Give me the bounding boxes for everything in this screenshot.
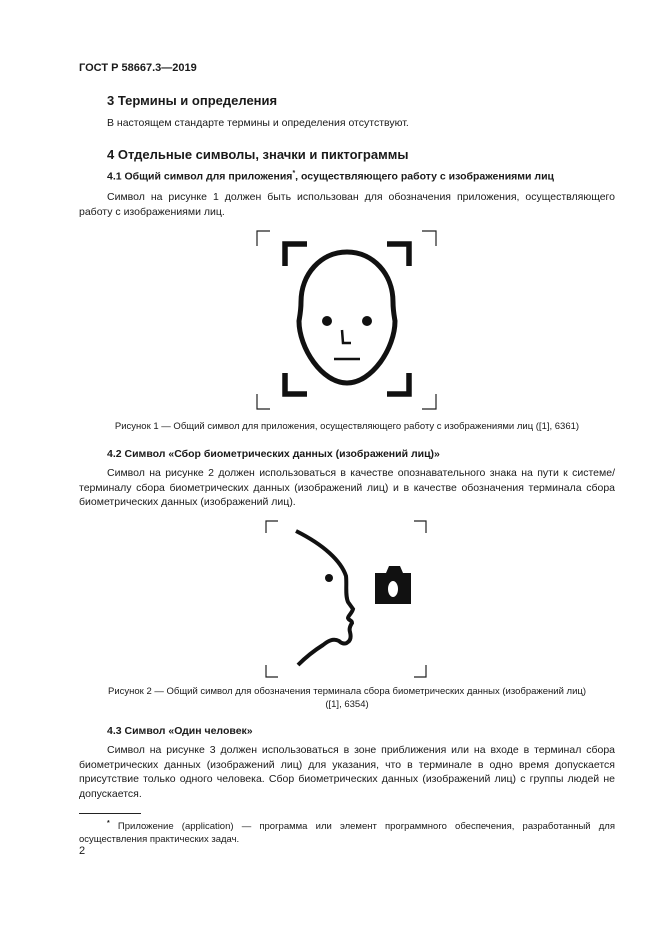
figure-2-caption-line-1: Рисунок 2 — Общий символ для обозначения терминала сбора биометрических данных (изображений лиц) xyxy=(107,686,586,697)
section-4-title: 4 Отдельные символы, значки и пиктограммы xyxy=(107,147,409,162)
section-4-3-text: Символ на рисунке 3 должен использоваться в зоне приближения или на входе в терминал сбора биометрических данных (изображений лиц) для указания, что в терминале в одно время допускается присутствие только одного человека. Сбор биометрических данных (изображений лиц) с группы людей не допускается. xyxy=(79,744,615,800)
footnote-text: Приложение (application) — программа или элемент программного обеспечения, разработанный для осуществления практических задач. xyxy=(79,821,615,846)
section-3-title: 3 Термины и определения xyxy=(107,93,278,108)
section-3-text: В настоящем стандарте термины и определения отсутствуют. xyxy=(107,117,409,129)
figure-2-caption xyxy=(79,685,615,711)
figure-1-face-recognition-icon xyxy=(254,228,440,412)
section-4-2-text: Символ на рисунке 2 должен использоваться в качестве опознавательного знака на пути к системе/терминалу сбора биометрических данных (изображений лиц) и в качестве обозначения терминала сбора биометрических данных (изображений лиц). xyxy=(79,467,615,508)
figure-2-caption-line-2: ([1], 6354) xyxy=(325,699,369,710)
section-4-1-text: Символ на рисунке 1 должен быть использован для обозначения приложения, осуществляющего работу с изображениями лиц. xyxy=(79,191,615,218)
footnote xyxy=(79,817,615,846)
footnote-separator xyxy=(79,813,141,814)
figure-1-caption: Рисунок 1 — Общий символ для приложения, осуществляющего работу с изображениями лиц ([1], 6361) xyxy=(114,421,580,432)
section-4-1-title-text: 4.1 Общий символ для приложения xyxy=(107,170,293,183)
page-number: 2 xyxy=(79,845,86,857)
standard-designation: ГОСТ Р 58667.3—2019 xyxy=(79,62,197,74)
footnote-mark: * xyxy=(107,820,110,827)
footnote-reference[interactable]: * xyxy=(292,170,296,177)
section-4-1-title xyxy=(107,170,554,183)
section-4-2-title: 4.2 Символ «Сбор биометрических данных (изображений лиц)» xyxy=(107,448,440,460)
section-4-3-title: 4.3 Символ «Один человек» xyxy=(107,725,253,737)
section-4-1-title-rest: , осуществляющего работу с изображениями лиц xyxy=(295,170,555,183)
figure-2-biometric-capture-icon xyxy=(262,517,432,681)
